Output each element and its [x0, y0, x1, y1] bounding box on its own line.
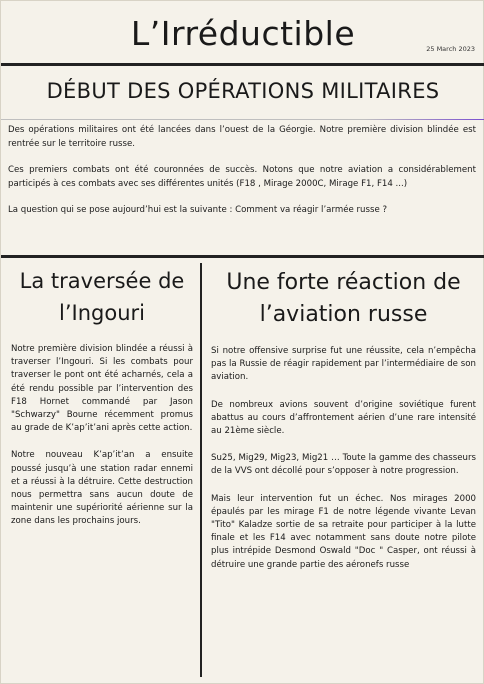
article-right [211, 263, 476, 586]
intro-paragraph: Des opérations militaires ont été lancées dans l’ouest de la Géorgie. Notre première division blindée est rentrée sur le territoire russe. [8, 125, 476, 149]
article-paragraph: Mais leur intervention fut un échec. Nos mirages 2000 épaulés par les mirage F1 de notre légende vivante Levan "Tito" Kaladze sortie de sa retraite pour participer à la lutte finale et les F14 avec notamment sans doute notre pilote plus intrépide Desmond Oswald "Doc " Casper, ont réussi à détruire une grande partie des aéronefs russe [211, 493, 476, 570]
intro-paragraph: Ces premiers combats ont été couronnées de succès. Notons que notre aviation a considérablement participés à ces combats avec ses différentes unités (F18 , Mirage 2000C, Mirage F1, F14 ...) [8, 165, 476, 189]
article-paragraph: De nombreux avions souvent d’origine soviétique furent abattus au cours d’affrontement aérien d’une rare intensité au 21ème siècle. [211, 399, 476, 437]
intro-paragraph: La question qui se pose aujourd’hui est la suivante : Comment va réagir l’armée russe ? [8, 205, 388, 215]
headline-divider [1, 119, 484, 120]
columns-rule [1, 255, 484, 258]
article-paragraph: Su25, Mig29, Mig23, Mig21 … Toute la gamme des chasseurs de la VVS ont décollé pour s’opposer à notre progression. [211, 453, 476, 477]
intro-section [8, 123, 476, 229]
main-headline: DÉBUT DES OPÉRATIONS MILITAIRES [46, 79, 440, 103]
article-paragraph: Notre première division blindée a réussi à traverser l’Ingouri. Si les combats pour traverser le pont ont été acharnés, cela a été rendu possible par l’intervention des F18 Hornet commandé par Jason "Schwarzy" Bourne récemment promus au grade de K’ap’it’ani après cette action. [11, 344, 193, 434]
masthead [1, 9, 484, 59]
article-left-title: La traversée de l’Ingouri [19, 269, 185, 325]
article-left [11, 263, 193, 543]
column-divider [200, 263, 202, 677]
article-right-title: Une forte réaction de l’aviation russe [226, 270, 461, 327]
masthead-rule [1, 63, 484, 66]
article-paragraph: Notre nouveau K’ap’it’an a ensuite poussé jusqu’à une station radar ennemi et a réussi à la détruire. Cette destruction nous permettra sans aucun doute de maintenir une supériorité aérienne sur la zone dans les prochains jours. [11, 450, 193, 527]
article-paragraph: Si notre offensive surprise fut une réussite, cela n’empêcha pas la Russie de réagir rapidement par l’intermédiaire de son aviation. [211, 346, 476, 383]
issue-date: 25 March 2023 [426, 45, 475, 53]
newspaper-title: L’Irréductible [130, 14, 356, 53]
